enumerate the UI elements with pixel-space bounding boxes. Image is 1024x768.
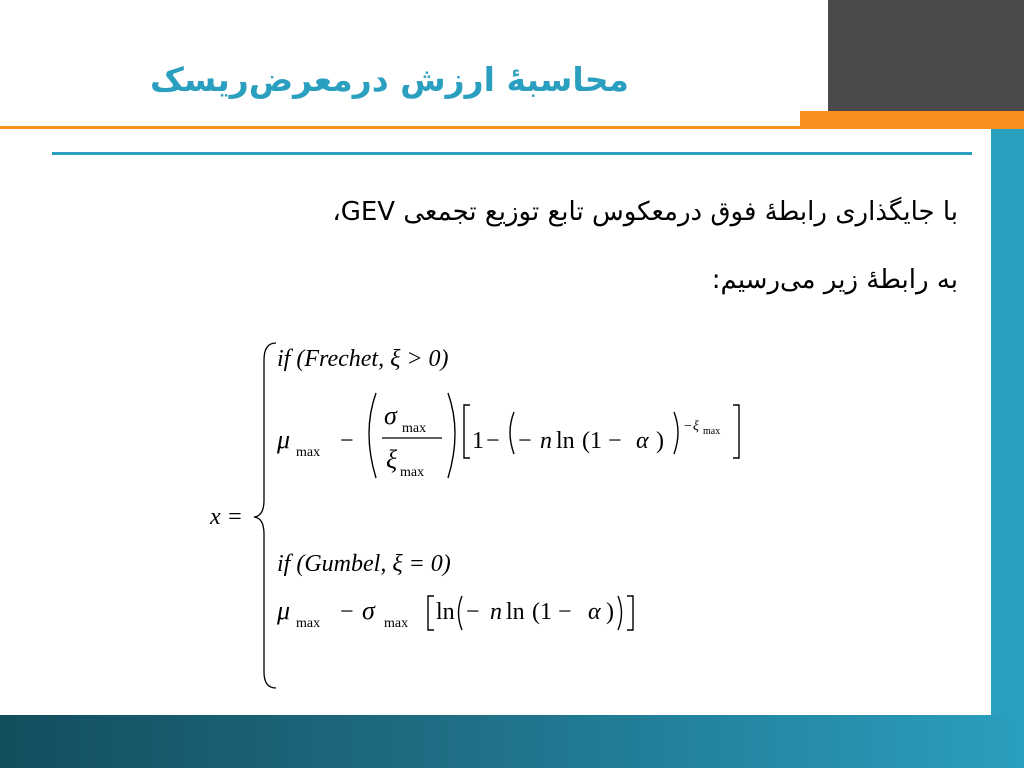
mu-symbol: μ xyxy=(277,425,291,454)
sigma-symbol-2: σ xyxy=(362,596,375,625)
ln-symbol-3: ln xyxy=(506,599,525,625)
paren-close-2: ) xyxy=(606,599,614,625)
paren-right-medium xyxy=(674,412,678,454)
paren-close: ) xyxy=(656,428,664,454)
body-line-1-comma: ، xyxy=(332,197,341,227)
paren-right-2 xyxy=(618,596,622,630)
mu-symbol-2: μ xyxy=(277,596,291,625)
body-line-2: به رابطهٔ زیر می‌رسیم: xyxy=(711,265,958,295)
one-minus-group-2: (1 − xyxy=(532,599,572,625)
footer-gradient-bar xyxy=(0,715,1024,768)
sigma-symbol: σ xyxy=(384,401,397,430)
case2-expression xyxy=(276,596,633,631)
case1-expression xyxy=(276,393,739,480)
minus-sign-5: − xyxy=(466,599,480,625)
sigma-subscript: max xyxy=(402,421,427,436)
minus-sign-2: − xyxy=(486,428,500,454)
gev-term: GEV xyxy=(340,197,396,227)
bracket-left-2 xyxy=(428,596,434,630)
ln-symbol-2: ln xyxy=(436,599,455,625)
slide-title: محاسبهٔ ارزش درمعرض‌ریسک xyxy=(149,60,629,99)
content-divider-teal xyxy=(52,152,972,155)
mu-subscript: max xyxy=(296,445,321,460)
paren-left-medium xyxy=(510,412,514,454)
paren-right-large xyxy=(448,393,455,478)
bracket-left xyxy=(464,405,470,458)
header-dark-block xyxy=(828,0,1024,112)
mu-subscript-2: max xyxy=(296,616,321,631)
formula-lhs: x = xyxy=(210,504,243,530)
case1-condition: if (Frechet, ξ > 0) xyxy=(277,346,449,372)
exponent-subscript: max xyxy=(703,426,721,437)
bracket-right xyxy=(733,405,739,458)
xi-symbol: ξ xyxy=(386,445,398,474)
paren-left-large xyxy=(369,393,376,478)
xi-subscript: max xyxy=(400,465,425,480)
ln-symbol: ln xyxy=(556,428,575,454)
bracket-right-2 xyxy=(627,596,633,630)
side-accent-strip xyxy=(991,129,1024,715)
minus-sign-4: − xyxy=(340,599,354,625)
slide-body xyxy=(58,178,958,314)
one-minus-group: (1 − xyxy=(582,428,622,454)
minus-sign-3: − xyxy=(518,428,532,454)
n-symbol-2: n xyxy=(490,599,502,625)
case2-condition: if (Gumbel, ξ = 0) xyxy=(277,551,451,577)
exponent-minus: − xyxy=(684,419,692,434)
one: 1 xyxy=(472,428,484,454)
alpha-symbol: α xyxy=(636,428,649,454)
body-line-1 xyxy=(58,178,958,246)
paren-left-2 xyxy=(459,596,463,630)
header-orange-block xyxy=(800,111,1024,129)
minus-sign: − xyxy=(340,428,354,454)
alpha-symbol-2: α xyxy=(588,599,601,625)
n-symbol: n xyxy=(540,428,552,454)
sigma-subscript-2: max xyxy=(384,616,409,631)
body-line-1-text: با جایگذاری رابطهٔ فوق درمعکوس تابع توزیع تجمعی xyxy=(403,197,958,227)
left-brace xyxy=(254,343,276,688)
exponent-xi: ξ xyxy=(693,419,699,434)
